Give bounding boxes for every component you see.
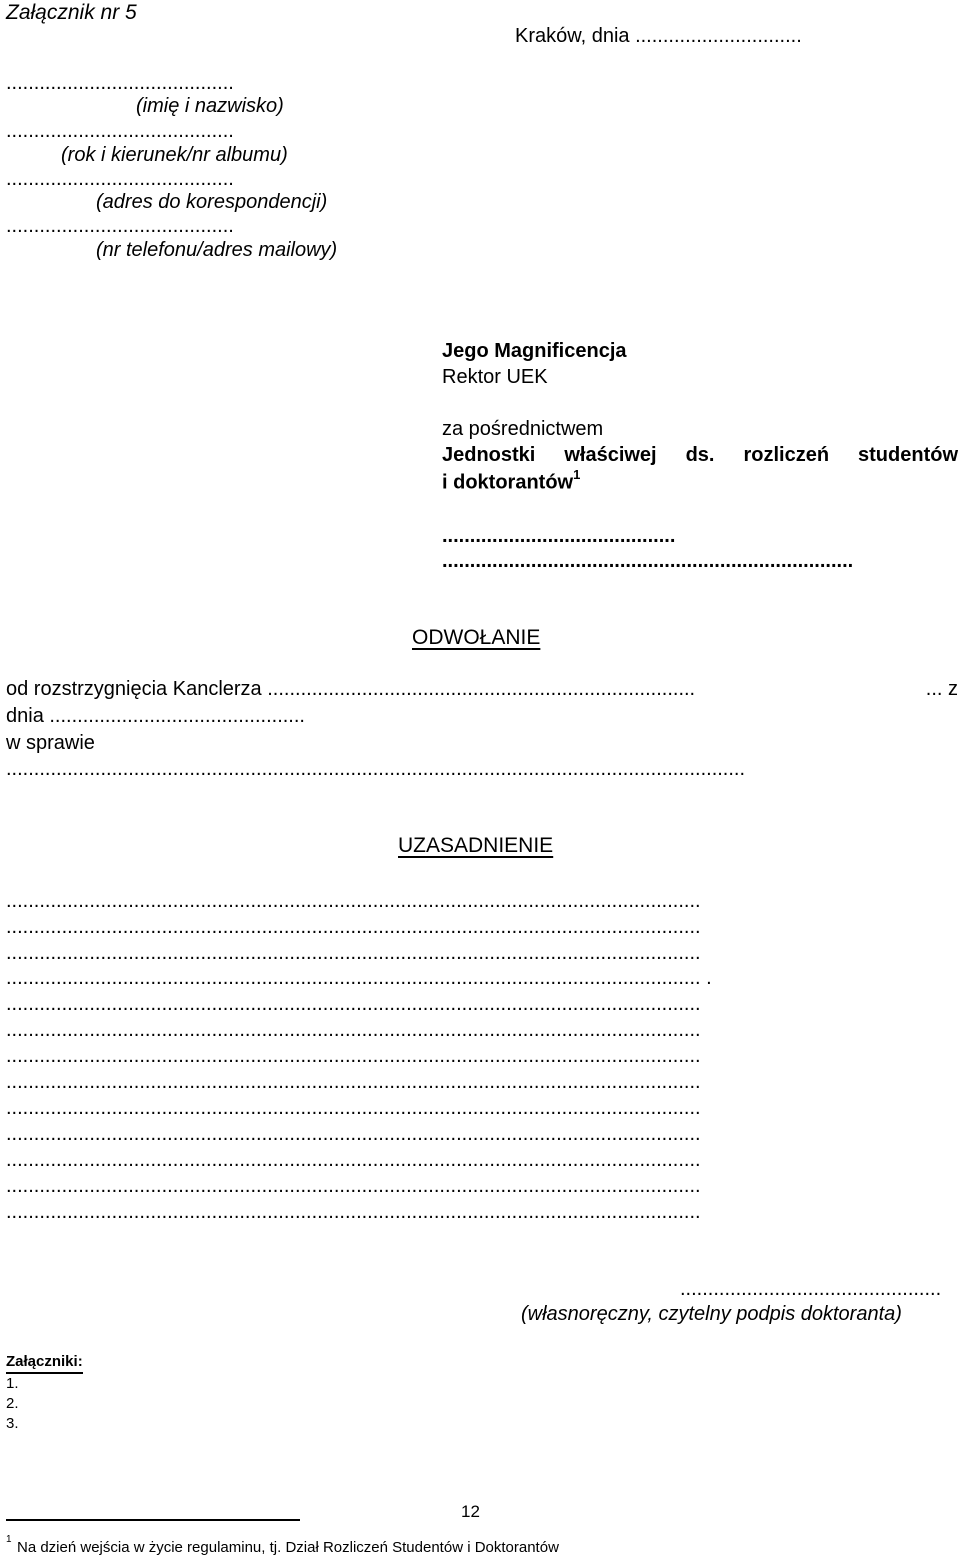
- page-number: 12: [461, 1502, 480, 1521]
- signature-label: (własnoręczny, czytelny podpis doktoranta): [521, 1303, 902, 1325]
- recipient-rector: Rektor UEK: [442, 366, 548, 388]
- sender-year-dots: .........................................: [6, 120, 234, 142]
- footnote-ref: 1: [573, 467, 581, 482]
- appeal-line-2: dnia ..............................................: [6, 705, 305, 727]
- justification-line: .............................................................................................................................: [6, 1149, 701, 1171]
- appeal-line-4: .....................................................................................................................................: [6, 758, 746, 780]
- justification-line: .............................................................................................................................: [6, 1071, 701, 1093]
- recipient-unit-line2: i doktorantów$^1$: [442, 467, 581, 494]
- justification-line: .............................................................................................................................: [6, 942, 701, 964]
- justification-line: .............................................................................................................................: [6, 1201, 701, 1223]
- justification-line: .............................................................................................................................: [6, 916, 701, 938]
- appeal-line-3: w sprawie: [6, 732, 95, 754]
- attachments-heading: Załączniki:: [6, 1354, 83, 1374]
- sender-contact-dots: .........................................: [6, 215, 234, 237]
- sender-year-label: (rok i kierunek/nr albumu): [61, 144, 288, 166]
- recipient-dots-2: ..........................................................................: [442, 550, 854, 572]
- sender-address-label: (adres do korespondencji): [96, 191, 328, 213]
- justification-heading: UZASADNIENIE: [398, 834, 554, 857]
- recipient-via: za pośrednictwem: [442, 418, 604, 440]
- signature-dots: ...............................................: [680, 1278, 942, 1300]
- justification-line: .............................................................................................................................: [6, 1019, 701, 1041]
- justification-line: .............................................................................................................................: [6, 890, 701, 912]
- attachment-item: 3.: [6, 1415, 19, 1432]
- justification-line: .............................................................................................................................: [6, 1097, 701, 1119]
- recipient-dots-1: ..........................................: [442, 525, 676, 547]
- footnote-text: Na dzień wejścia w życie regulaminu, tj. Dział Rozliczeń Studentów i Doktorantów: [17, 1539, 559, 1556]
- place-date: Kraków, dnia ..............................: [515, 25, 802, 47]
- appeal-heading: ODWOŁANIE: [412, 626, 541, 649]
- recipient-title: Jego Magnificencja: [442, 340, 627, 362]
- footnote-marker: 1: [6, 1534, 12, 1545]
- justification-line: .............................................................................................................................: [6, 1123, 701, 1145]
- justification-line: .............................................................................................................................: [6, 993, 701, 1015]
- justification-line: .............................................................................................................................: [6, 1175, 701, 1197]
- recipient-unit-line1: Jednostki właściwej ds. rozliczeń studentów: [442, 444, 958, 466]
- sender-address-dots: .........................................: [6, 168, 234, 190]
- sender-name-label: (imię i nazwisko): [136, 95, 284, 117]
- attachment-label: Załącznik nr 5: [6, 1, 137, 24]
- appeal-line-1: od rozstrzygnięcia Kanclerza ............................................................................. ... z: [6, 678, 958, 700]
- sender-contact-label: (nr telefonu/adres mailowy): [96, 239, 338, 261]
- attachment-item: 2.: [6, 1395, 19, 1412]
- sender-name-dots: .........................................: [6, 72, 234, 94]
- justification-line: ............................................................................................................................. .: [6, 967, 712, 989]
- justification-line: .............................................................................................................................: [6, 1045, 701, 1067]
- footnote-separator: [6, 1519, 300, 1521]
- attachment-item: 1.: [6, 1375, 19, 1392]
